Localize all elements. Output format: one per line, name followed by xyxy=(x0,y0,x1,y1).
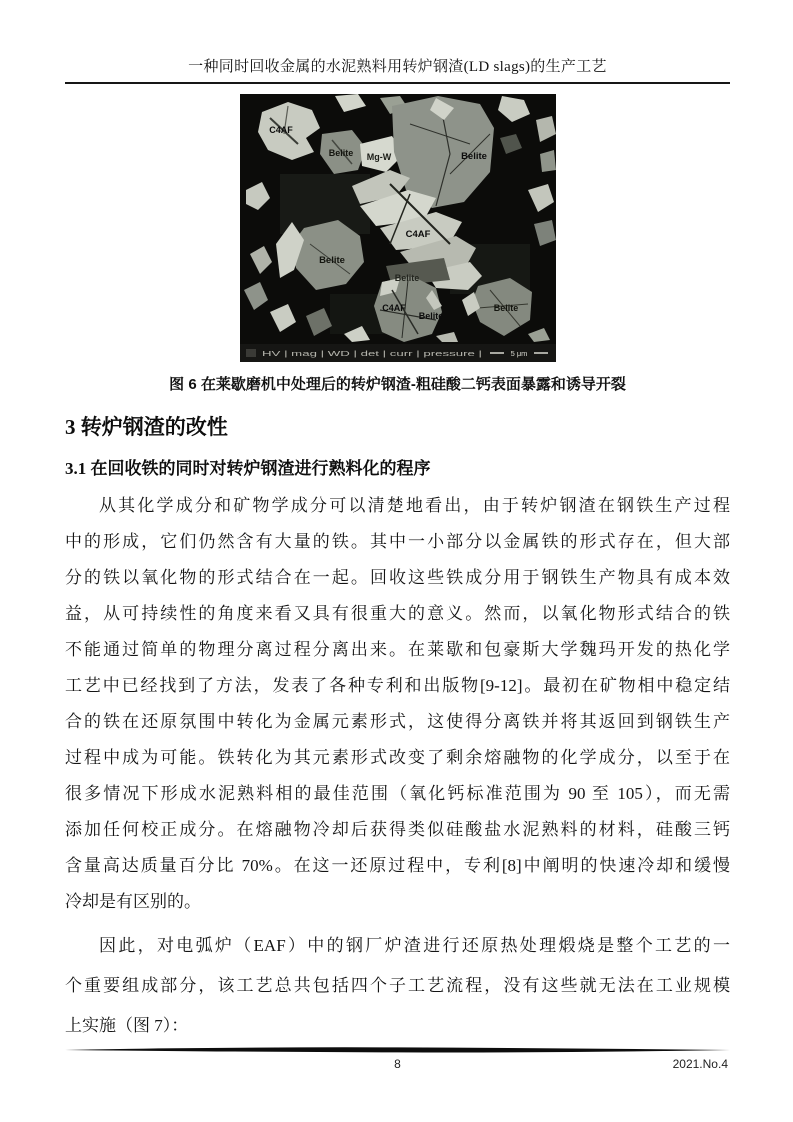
sem-status-bar-text: HV | mag | WD | det | curr | pressure | xyxy=(261,349,482,358)
phase-label-c4af-1: C4AF xyxy=(268,125,293,135)
text-line: 过程中成为可能。铁转化为其元素形式改变了剩余熔融物的化学成分，以至于在 xyxy=(65,748,730,767)
page-number: 8 xyxy=(394,1057,401,1071)
text-line: 分的铁以氧化物的形式结合在一起。回收这些铁成分用于钢铁生产物具有成本效 xyxy=(65,568,730,587)
figure-caption: 图 6 在莱歇磨机中处理后的转炉钢渣-粗硅酸二钙表面暴露和诱导开裂 xyxy=(169,376,626,393)
section-heading: 3 转炉钢渣的改性 xyxy=(65,415,228,439)
paragraph-2 xyxy=(65,926,730,1046)
text-line: 个重要组成部分，该工艺总共包括四个子工艺流程，没有这些就无法在工业规模 xyxy=(65,976,730,995)
phase-label-belite-5: Belite xyxy=(418,311,443,321)
phase-label-mgw: Mg-W xyxy=(366,152,391,162)
scale-bar-label: 5 μm xyxy=(510,349,527,358)
text-line: 因此，对电弧炉（EAF）中的钢厂炉渣进行还原热处理煅烧是整个工艺的一 xyxy=(99,936,730,955)
header-rule xyxy=(65,82,730,84)
text-line: 合的铁在还原氛围中转化为金属元素形式，这使得分离铁并将其返回到钢铁生产 xyxy=(65,712,730,731)
footer-rule xyxy=(65,1046,730,1054)
running-header-title: 一种同时回收金属的水泥熟料用转炉钢渣(LD slags)的生产工艺 xyxy=(188,59,607,75)
paragraph-1 xyxy=(65,488,730,920)
issue-label: 2021.No.4 xyxy=(672,1057,728,1071)
phase-label-belite-6: Belite xyxy=(493,303,518,313)
text-line: 冷却是有区别的。 xyxy=(65,892,201,911)
subsection-heading: 3.1 在回收铁的同时对转炉钢渣进行熟料化的程序 xyxy=(65,459,431,478)
phase-label-belite-2: Belite xyxy=(460,151,487,162)
footer-row xyxy=(65,1057,730,1073)
sem-logo-icon xyxy=(246,349,256,357)
text-line: 很多情况下形成水泥熟料相的最佳范围（氧化钙标准范围为 90 至 105），而无需 xyxy=(65,784,730,803)
figure-sem-micrograph xyxy=(240,94,556,362)
phase-label-belite-4: Belite xyxy=(394,273,419,283)
phase-label-belite-1: Belite xyxy=(328,148,353,158)
phase-label-c4af-2: C4AF xyxy=(405,229,430,240)
text-line: 不能通过简单的物理分离过程分离出来。在莱歇和包豪斯大学魏玛开发的热化学 xyxy=(65,640,730,659)
text-line: 从其化学成分和矿物学成分可以清楚地看出，由于转炉钢渣在钢铁生产过程 xyxy=(99,496,730,515)
phase-label-c4af-3: C4AF xyxy=(381,303,406,313)
text-line: 添加任何校正成分。在熔融物冷却后获得类似硅酸盐水泥熟料的材料，硅酸三钙 xyxy=(65,820,730,839)
text-line: 益，从可持续性的角度来看又具有很重大的意义。然而，以氧化物形式结合的铁 xyxy=(65,604,730,623)
text-line: 上实施（图 7）： xyxy=(65,1016,189,1035)
text-line: 含量高达质量百分比 70%。在这一还原过程中，专利[8]中阐明的快速冷却和缓慢 xyxy=(65,856,730,875)
sem-image xyxy=(240,94,556,362)
text-line: 中的形成，它们仍然含有大量的铁。其中一小部分以金属铁的形式存在，但大部 xyxy=(65,532,730,551)
text-line: 工艺中已经找到了方法，发表了各种专利和出版物[9-12]。最初在矿物相中稳定结 xyxy=(65,676,730,695)
phase-label-belite-3: Belite xyxy=(318,255,345,266)
page-footer xyxy=(65,1046,730,1073)
page-content xyxy=(65,0,730,1046)
